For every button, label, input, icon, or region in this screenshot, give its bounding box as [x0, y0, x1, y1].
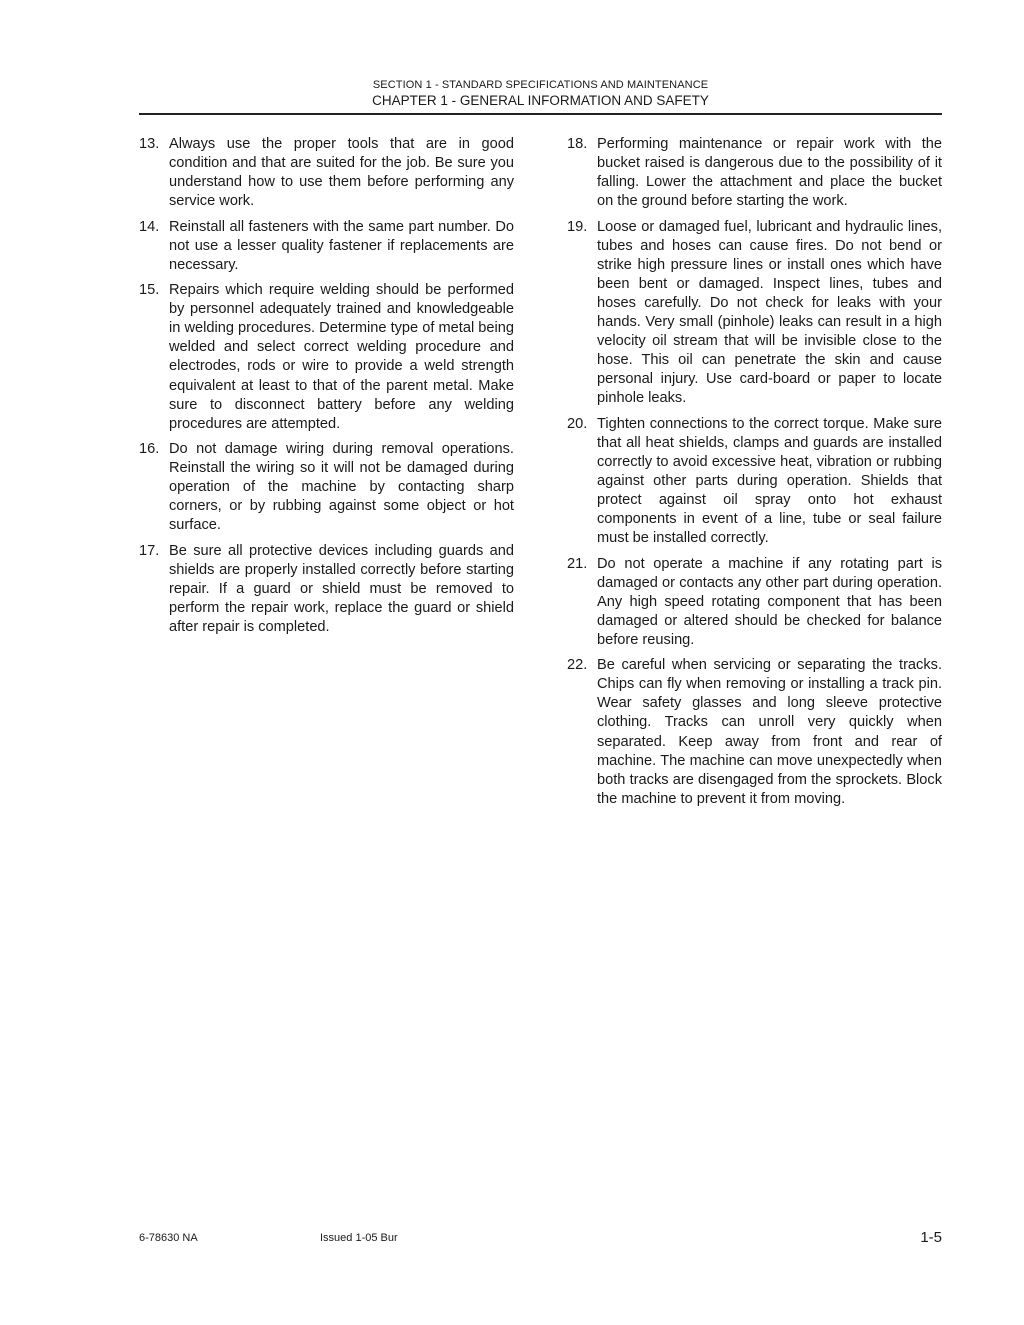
item-number: 20. — [567, 415, 588, 432]
section-title: SECTION 1 - STANDARD SPECIFICATIONS AND MAINTENANCE — [372, 79, 709, 91]
safety-item-16 — [139, 440, 514, 535]
item-number: 19. — [567, 218, 588, 235]
item-number: 14. — [139, 218, 160, 235]
page-number: 1-5 — [920, 1229, 942, 1246]
safety-item-21 — [567, 555, 942, 650]
item-text: Do not damage wiring during removal operations. Reinstall the wiring so it will not be damaged during operation of the machine by contacting sharp corners, or by rubbing against some object or hot surface. — [169, 440, 514, 534]
item-number: 22. — [567, 657, 588, 674]
item-text: Loose or damaged fuel, lubricant and hydraulic lines, tubes and hoses can cause fires. Do not bend or strike high pressure lines or install ones which have been bent or damaged. Inspect lines, tubes and hoses carefully. Do not check for leaks with your hands. Very small (pinhole) leaks can result in a high velocity oil stream that will be invisible close to the hose. This oil can penetrate the skin and cause personal injury. Use card-board or paper to locate pinhole leaks. — [597, 218, 942, 407]
header-rule — [139, 113, 942, 115]
item-text: Repairs which require welding should be performed by personnel adequately trained and knowledgeable in welding procedures. Determine type of metal being welded and select correct welding procedure and electrodes, rods or wire to provide a weld strength equivalent at least to that of the parent metal. Make sure to disconnect battery before any welding procedures are attempted. — [169, 282, 514, 432]
safety-item-20 — [567, 415, 942, 549]
item-number: 16. — [139, 440, 160, 457]
item-number: 21. — [567, 555, 588, 572]
issue-label: Issued 1-05 Bur — [320, 1232, 398, 1244]
safety-item-13 — [139, 135, 514, 211]
item-number: 17. — [139, 542, 160, 559]
item-number: 15. — [139, 282, 160, 299]
safety-item-19 — [567, 218, 942, 409]
safety-item-14 — [139, 218, 514, 275]
chapter-title: CHAPTER 1 - GENERAL INFORMATION AND SAFETY — [372, 93, 709, 108]
safety-item-22 — [567, 656, 942, 809]
safety-item-17 — [139, 542, 514, 637]
item-text: Performing maintenance or repair work with the bucket raised is dangerous due to the possibility of it falling. Lower the attachment and place the bucket on the ground before starting the work. — [597, 136, 942, 210]
left-column — [139, 135, 514, 643]
item-text: Be careful when servicing or separating the tracks. Chips can fly when removing or installing a track pin. Wear safety glasses and long sleeve protective clothing. Tracks can unroll very quickly when separated. Keep away from front and rear of machine. The machine can move unexpectedly when both tracks are disengaged from the sprockets. Block the machine to prevent it from moving. — [597, 657, 942, 807]
item-text: Tighten connections to the correct torque. Make sure that all heat shields, clamps and guards are installed correctly to avoid excessive heat, vibration or rubbing against other parts during operation. Shields that protect against oil spray onto hot exhaust components in event of a line, tube or seal failure must be installed correctly. — [597, 415, 942, 547]
document-number: 6-78630 NA — [139, 1232, 198, 1244]
page-header — [139, 78, 942, 109]
item-text: Always use the proper tools that are in good condition and that are suited for the job. Be sure you understand how to use them before performing any service work. — [169, 136, 514, 210]
page-footer — [139, 1229, 942, 1253]
safety-item-15 — [139, 281, 514, 434]
item-text: Reinstall all fasteners with the same part number. Do not use a lesser quality fastener if replacements are necessary. — [169, 218, 514, 273]
safety-item-18 — [567, 135, 942, 211]
item-number: 13. — [139, 136, 160, 152]
right-column — [567, 135, 942, 815]
item-text: Be sure all protective devices including guards and shields are properly installed correctly before starting repair. If a guard or shield must be removed to perform the repair work, replace the guard or shield after repair is completed. — [169, 542, 514, 635]
item-text: Do not operate a machine if any rotating part is damaged or contacts any other part during operation. Any high speed rotating component that has been damaged or altered should be checked for balance before reusing. — [597, 555, 942, 648]
item-number: 18. — [567, 136, 588, 152]
